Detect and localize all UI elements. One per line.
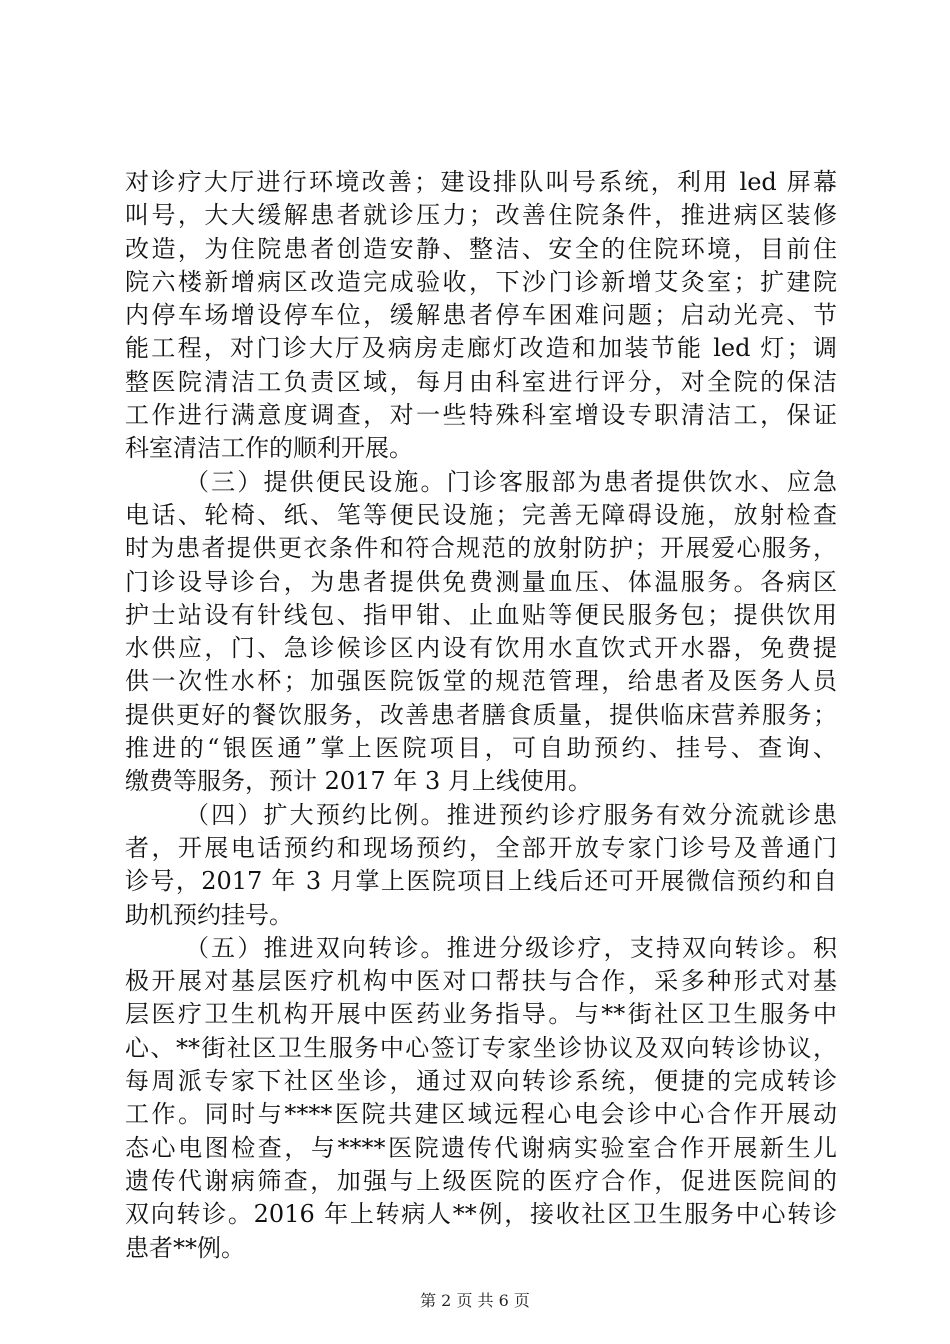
text-line: 极开展对基层医疗机构中医对口帮扶与合作，采多种形式对基: [125, 967, 837, 996]
text-line: 双向转诊。2016 年上转病人**例，接收社区卫生服务中心转诊: [125, 1200, 837, 1229]
text-line: 院六楼新增病区改造完成验收，下沙门诊新增艾灸室；扩建院: [125, 267, 837, 296]
text-line: （五）推进双向转诊。推进分级诊疗，支持双向转诊。积: [185, 933, 837, 962]
text-line: 内停车场增设停车位，缓解患者停车困难问题；启动光亮、节: [125, 301, 837, 330]
text-line: 遗传代谢病筛查，加强与上级医院的医疗合作，促进医院间的: [125, 1166, 837, 1195]
text-line: 心、**街社区卫生服务中心签订专家坐诊协议及双向转诊协议，: [125, 1033, 837, 1062]
text-line: 态心电图检查，与****医院遗传代谢病实验室合作开展新生儿: [125, 1133, 837, 1162]
text-line: 门诊设导诊台，为患者提供免费测量血压、体温服务。各病区: [125, 567, 837, 596]
text-line: 护士站设有针线包、指甲钳、止血贴等便民服务包；提供饮用: [125, 600, 837, 629]
text-line: 缴费等服务，预计 2017 年 3 月上线使用。: [125, 767, 592, 796]
text-line: 供一次性水杯；加强医院饭堂的规范管理，给患者及医务人员: [125, 667, 837, 696]
text-line: 层医疗卫生机构开展中医药业务指导。与**街社区卫生服务中: [125, 1000, 837, 1029]
text-line: 推进的“银医通”掌上医院项目，可自助预约、挂号、查询、: [125, 734, 837, 763]
text-line: 时为患者提供更衣条件和符合规范的放射防护；开展爱心服务，: [125, 534, 837, 563]
page-footer: 第 2 页 共 6 页: [420, 1291, 530, 1310]
text-line: 者，开展电话预约和现场预约，全部开放专家门诊号及普通门: [125, 833, 837, 862]
text-line: 每周派专家下社区坐诊，通过双向转诊系统，便捷的完成转诊: [125, 1067, 837, 1096]
document-body: [125, 166, 837, 1265]
text-line: 电话、轮椅、纸、笔等便民设施；完善无障碍设施，放射检查: [125, 500, 837, 529]
text-line: 科室清洁工作的顺利开展。: [125, 434, 413, 463]
text-line: 患者**例。: [125, 1233, 245, 1262]
text-line: 提供更好的餐饮服务，改善患者膳食质量，提供临床营养服务；: [125, 700, 837, 729]
text-line: 能工程，对门诊大厅及病房走廊灯改造和加装节能 led 灯；调: [125, 334, 837, 363]
text-line: 工作进行满意度调查，对一些特殊科室增设专职清洁工，保证: [125, 401, 837, 430]
text-line: 助机预约挂号。: [125, 900, 293, 929]
text-line: （四）扩大预约比例。推进预约诊疗服务有效分流就诊患: [185, 800, 837, 829]
text-line: 工作。同时与****医院共建区域远程心电会诊中心合作开展动: [125, 1100, 837, 1129]
text-line: 改造，为住院患者创造安静、整洁、安全的住院环境，目前住: [125, 234, 837, 263]
text-line: 水供应，门、急诊候诊区内设有饮用水直饮式开水器，免费提: [125, 634, 837, 663]
text-line: 叫号，大大缓解患者就诊压力；改善住院条件，推进病区装修: [125, 201, 837, 230]
text-line: （三）提供便民设施。门诊客服部为患者提供饮水、应急: [185, 467, 837, 496]
text-line: 诊号，2017 年 3 月掌上医院项目上线后还可开展微信预约和自: [125, 867, 837, 896]
text-line: 对诊疗大厅进行环境改善；建设排队叫号系统，利用 led 屏幕: [125, 168, 837, 196]
text-line: 整医院清洁工负责区域，每月由科室进行评分，对全院的保洁: [125, 367, 837, 396]
